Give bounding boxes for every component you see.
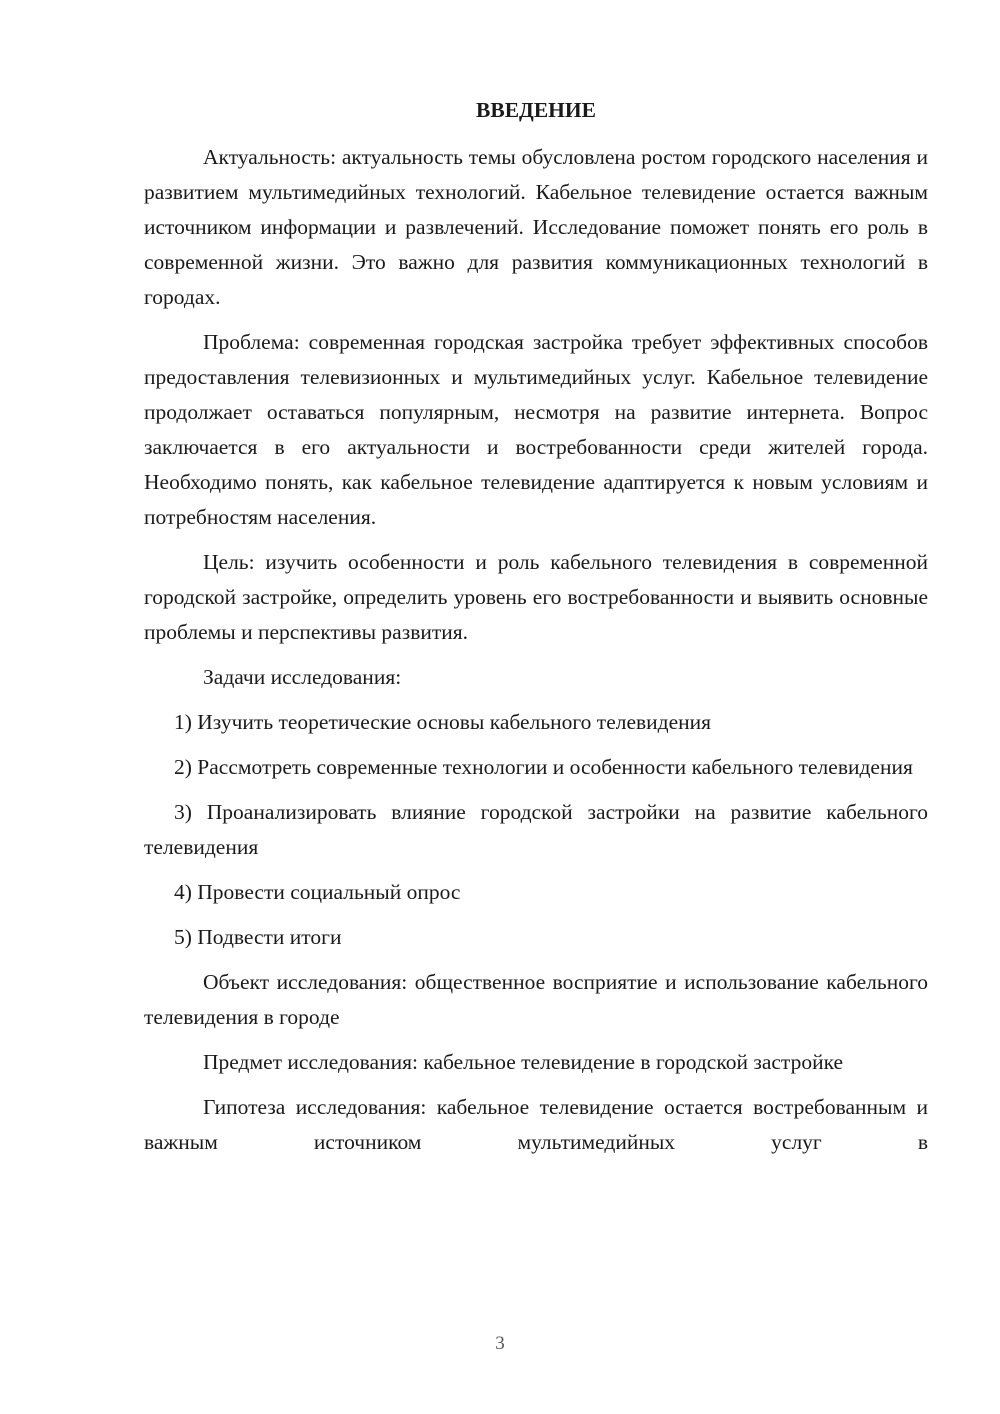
subject-paragraph: Предмет исследования: кабельное телевидение в городской застройке [203, 1050, 844, 1074]
task-item: 3) Проанализировать влияние городской застройки на развитие кабельного телевидения [144, 800, 928, 859]
task-item: 5) Подвести итоги [174, 925, 342, 949]
hypothesis-paragraph: Гипотеза исследования: кабельное телевидение остается востребованным и важным источником мультимедийных услуг в [144, 1095, 928, 1154]
task-item: 1) Изучить теоретические основы кабельного телевидения [174, 710, 712, 734]
document-page [144, 96, 928, 1170]
tasks-heading: Задачи исследования: [203, 665, 402, 689]
relevance-paragraph: Актуальность: актуальность темы обусловлена ростом городского населения и развитием мультимедийных технологий. Кабельное телевидение остается важным источником информации и развлечений. Исследование поможет понять его роль в современной жизни. Это важно для развития коммуникационных технологий в городах. [144, 145, 928, 309]
problem-paragraph: Проблема: современная городская застройка требует эффективных способов предоставления телевизионных и мультимедийных услуг. Кабельное телевидение продолжает оставаться популярным, несмотря на развитие интернета. Вопрос заключается в его актуальности и востребованности среди жителей города. Необходимо понять, как кабельное телевидение адаптируется к новым условиям и потребностям населения. [144, 330, 928, 529]
page-number: 3 [495, 1333, 505, 1354]
object-paragraph: Объект исследования: общественное восприятие и использование кабельного телевидения в городе [144, 970, 928, 1029]
task-item: 4) Провести социальный опрос [174, 880, 461, 904]
task-item: 2) Рассмотреть современные технологии и особенности кабельного телевидения [174, 755, 913, 779]
section-title: ВВЕДЕНИЕ [476, 98, 596, 122]
goal-paragraph: Цель: изучить особенности и роль кабельного телевидения в современной городской застройке, определить уровень его востребованности и выявить основные проблемы и перспективы развития. [144, 550, 928, 644]
